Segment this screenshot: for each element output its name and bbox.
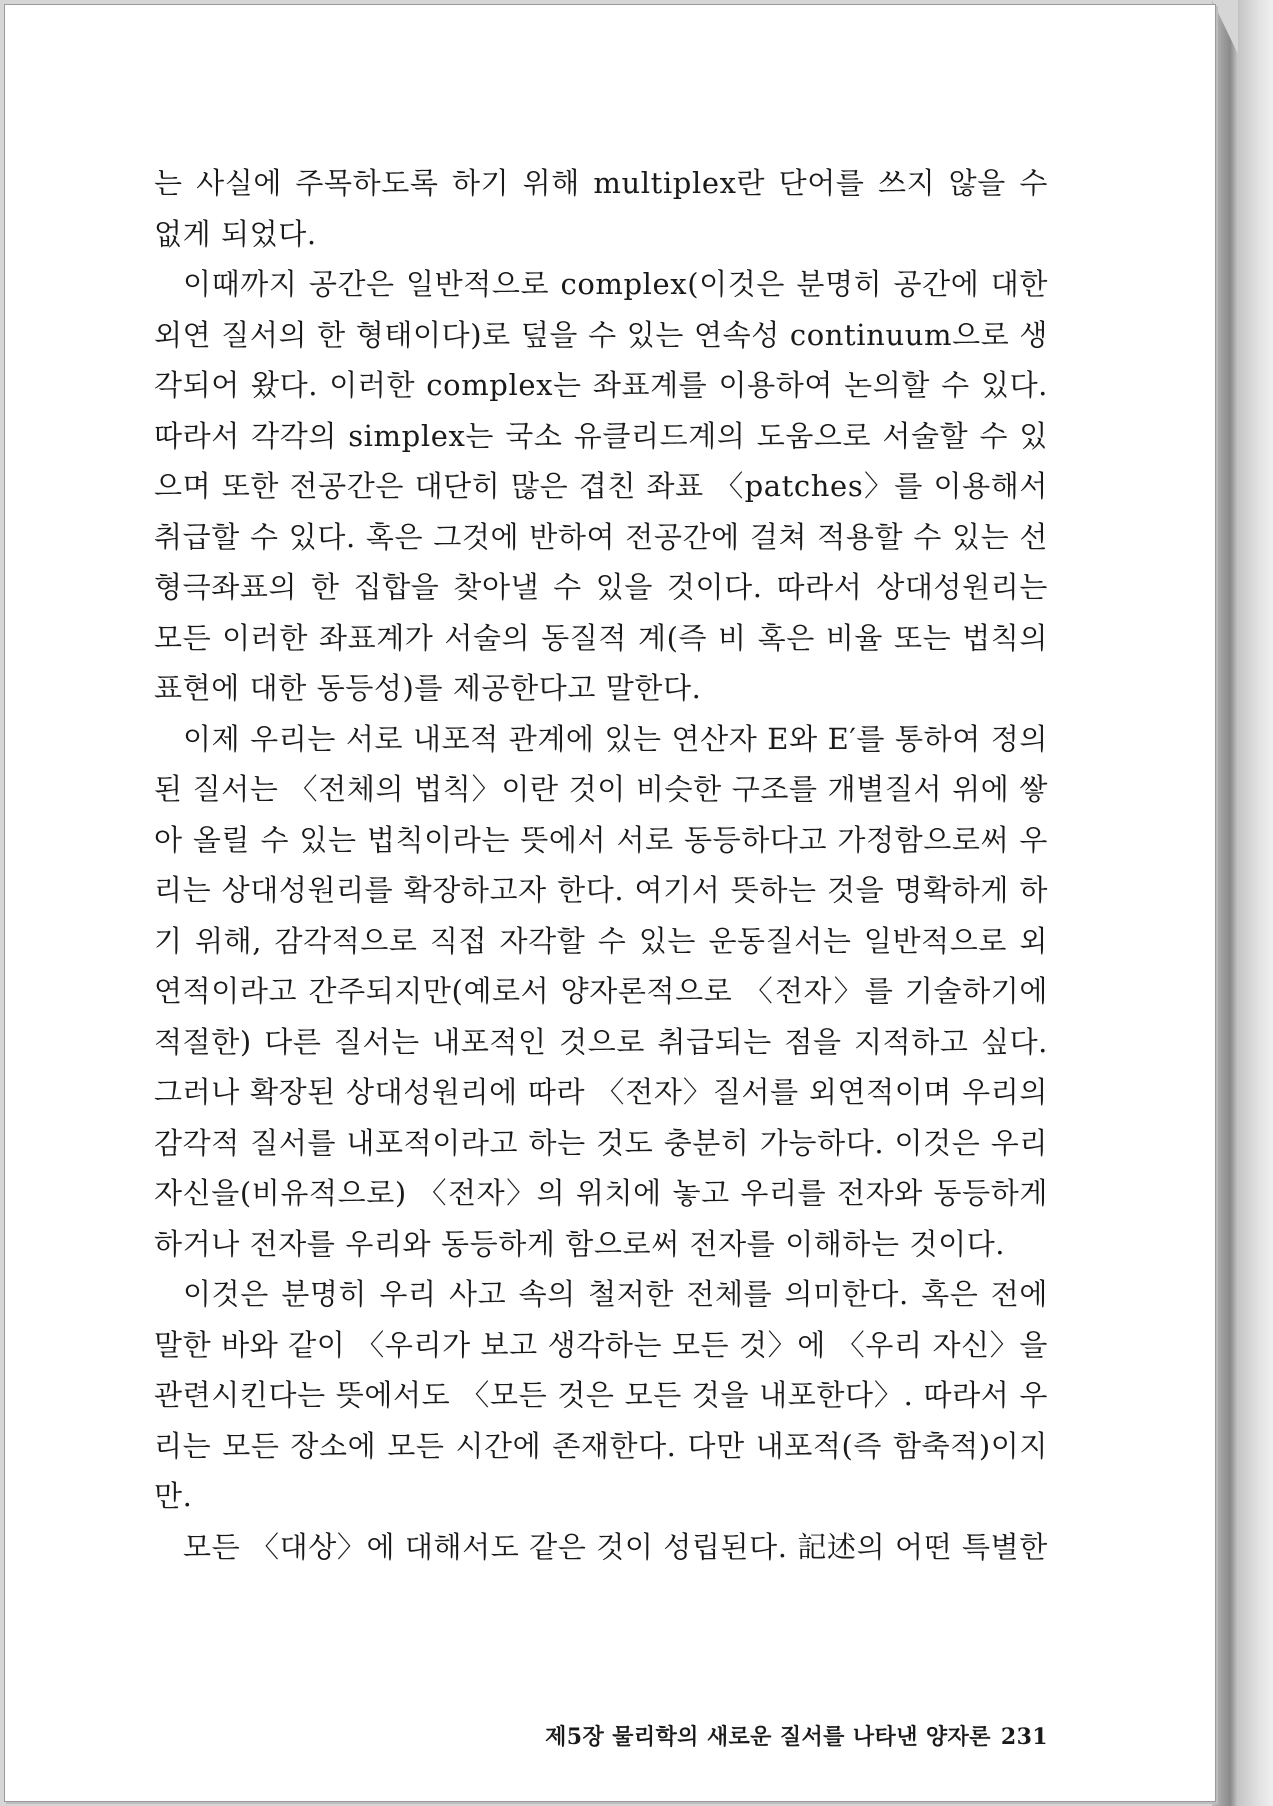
page-number: 231 — [1000, 1724, 1048, 1750]
paragraph-4: 이것은 분명히 우리 사고 속의 철저한 전체를 의미한다. 혹은 전에 말한 바와 같이 〈우리가 보고 생각하는 모든 것〉에 〈우리 자신〉을 관련시킨다는 뜻에서도 〈모든 것은 모든 것을 내포한다〉. 따라서 우리는 모든 장소에 모든 시간에 존재한다. 다만 내포적(즉 함축적)이지만. — [154, 1277, 1048, 1513]
body-text — [154, 158, 1048, 1572]
paragraph-3: 이제 우리는 서로 내포적 관계에 있는 연산자 E와 E′를 통하여 정의된 질서는 〈전체의 법칙〉이란 것이 비슷한 구조를 개별질서 위에 쌓아 올릴 수 있는 법칙이라는 뜻에서 서로 동등하다고 가정함으로써 우리는 상대성원리를 확장하고자 한다. 여기서 뜻하는 것을 명확하게 하기 위해, 감각적으로 직접 자각할 수 있는 운동질서는 일반적으로 외연적이라고 간주되지만(예로서 양자론적으로 〈전자〉를 기술하기에 적절한) 다른 질서는 내포적인 것으로 취급되는 점을 지적하고 싶다. 그러나 확장된 상대성원리에 따라 〈전자〉질서를 외연적이며 우리의 감각적 질서를 내포적이라고 하는 것도 충분히 가능하다. 이것은 우리 자신을(비유적으로) 〈전자〉의 위치에 놓고 우리를 전자와 동등하게 하거나 전자를 우리와 동등하게 함으로써 전자를 이해하는 것이다. — [154, 721, 1048, 1261]
running-footer — [154, 1720, 1048, 1751]
page-edge-shadow — [1238, 0, 1273, 1806]
paragraph-2: 이때까지 공간은 일반적으로 complex(이것은 분명히 공간에 대한 외연 질서의 한 형태이다)로 덮을 수 있는 연속성 continuum으로 생각되어 왔다. 이러한 complex는 좌표계를 이용하여 논의할 수 있다. 따라서 각각의 simplex는 국소 유클리드계의 도움으로 서술할 수 있으며 또한 전공간은 대단히 많은 겹친 좌표 〈patches〉를 이용해서 취급할 수 있다. 혹은 그것에 반하여 전공간에 걸쳐 적용할 수 있는 선형극좌표의 한 집합을 찾아낼 수 있을 것이다. 따라서 상대성원리는 모든 이러한 좌표계가 서술의 동질적 계(즉 비 혹은 비율 또는 법칙의 표현에 대한 동등성)를 제공한다고 말한다. — [154, 267, 1048, 705]
chapter-title: 제5장 물리학의 새로운 질서를 나타낸 양자론 — [545, 1724, 991, 1750]
paragraph-5: 모든 〈대상〉에 대해서도 같은 것이 성립된다. 記述의 어떤 특별한 — [183, 1529, 1048, 1564]
paragraph-1: 는 사실에 주목하도록 하기 위해 multiplex란 단어를 쓰지 않을 수 없게 되었다. — [154, 166, 1048, 251]
